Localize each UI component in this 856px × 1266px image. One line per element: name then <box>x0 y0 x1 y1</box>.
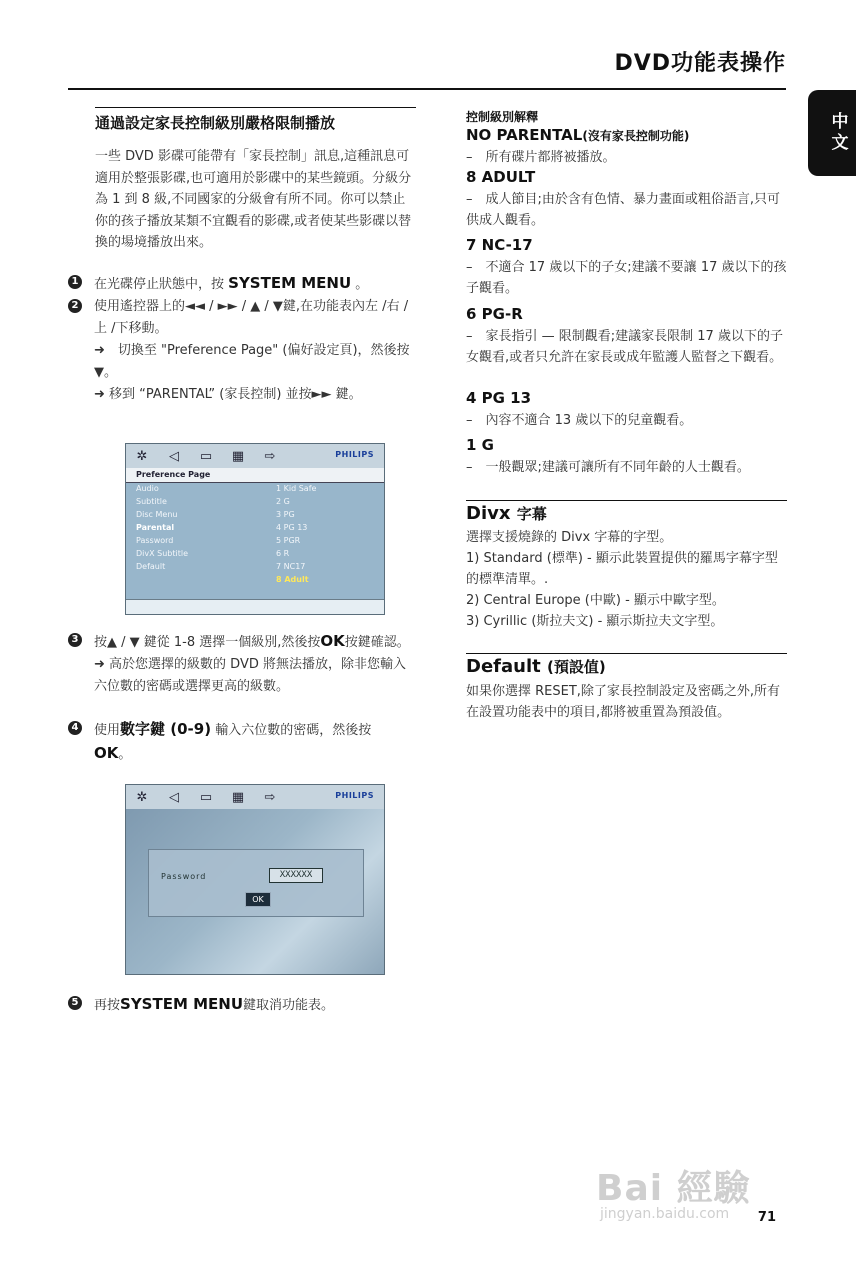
divx-option-standard: 1) Standard (標準) - 顯示此裝置提供的羅馬字幕字型的標準清單。. <box>466 551 778 587</box>
rating-option[interactable]: 2 G <box>276 497 290 506</box>
screen-toolbar <box>126 785 384 809</box>
level-desc: – 不適合 17 歲以下的子女;建議不要讓 17 歲以下的孩子觀看。 <box>466 260 787 296</box>
brand-logo: PHILIPS <box>335 791 374 800</box>
default-description: 如果你選擇 RESET,除了家長控制設定及密碼之外,所有在設置功能表中的項目,都將被重置為預設值。 <box>466 684 781 720</box>
step-5: 5 再按SYSTEM MENU鍵取消功能表。 <box>68 993 418 1017</box>
section-divider <box>466 653 787 654</box>
key-label: SYSTEM MENU <box>120 995 244 1013</box>
step-2 <box>68 296 418 406</box>
step-number-badge: 1 <box>68 275 82 289</box>
level-title-adult: 8 ADULT <box>466 168 536 186</box>
settings-icon: ✲ <box>136 448 148 464</box>
speaker-icon: ◁ <box>169 789 179 805</box>
step-result-1: ➜ 切換至 "Preference Page" (偏好設定頁)，然後按 ▼。 <box>94 343 410 380</box>
level-desc: – 一般觀眾;建議可讓所有不同年齡的人士觀看。 <box>466 460 750 475</box>
menu-item-parental[interactable]: Parental <box>136 523 175 532</box>
watermark-logo: Bai 經驗 <box>596 1168 751 1209</box>
display-icon: ▭ <box>199 448 213 464</box>
ok-button[interactable]: OK <box>245 892 271 907</box>
divx-option-central-europe: 2) Central Europe (中歐) - 顯示中歐字型。 <box>466 593 725 608</box>
password-label: Password <box>161 872 207 881</box>
divx-intro: 選擇支援燒錄的 Divx 字幕的字型。 <box>466 530 673 545</box>
section-divider <box>466 500 787 501</box>
section-title: 通過設定家長控制級別嚴格限制播放 <box>95 114 336 132</box>
preference-page-title: Preference Page <box>126 468 384 483</box>
screen-toolbar <box>126 444 384 468</box>
level-title-nc17: 7 NC-17 <box>466 236 533 254</box>
step-result-1: ➜ 高於您選擇的級數的 DVD 將無法播放，除非您輸入六位數的密碼或選擇更高的級數。 <box>94 657 406 694</box>
rating-option[interactable]: 1 Kid Safe <box>276 484 317 493</box>
exit-icon: ⇨ <box>264 448 276 464</box>
level-title-pg-r: 6 PG-R <box>466 305 523 323</box>
rating-option[interactable]: 7 NC17 <box>276 562 306 571</box>
menu-item-password[interactable]: Password <box>136 536 174 545</box>
language-tab: 中文 <box>808 90 856 176</box>
key-label: 數字鍵 (0-9) <box>120 720 212 738</box>
watermark-url: jingyan.baidu.com <box>600 1206 730 1222</box>
level-desc: – 成人節目;由於含有色情、暴力畫面或粗俗語言,只可供成人觀看。 <box>466 192 781 228</box>
speaker-icon: ◁ <box>169 448 179 464</box>
brand-logo: PHILIPS <box>335 450 374 459</box>
header-divider <box>68 88 786 90</box>
menu-item-subtitle[interactable]: Subtitle <box>136 497 167 506</box>
grid-icon: ▦ <box>231 448 245 464</box>
level-desc: – 內容不適合 13 歲以下的兒童觀看。 <box>466 413 693 428</box>
level-desc: – 所有碟片都將被播放。 <box>466 150 616 165</box>
password-input[interactable]: XXXXXX <box>269 868 323 883</box>
rating-option-selected[interactable]: 8 Adult <box>276 575 309 584</box>
screen-footer-bar <box>126 599 384 614</box>
level-desc: – 家長指引 — 限制觀看;建議家長限制 17 歲以下的子女觀看,或者只允許在家長或成年監護人監督之下觀看。 <box>466 329 783 365</box>
section-divider <box>95 107 416 108</box>
password-dialog <box>148 849 364 917</box>
menu-item-divx-subtitle[interactable]: DivX Subtitle <box>136 549 189 558</box>
page-number: 71 <box>757 1210 776 1225</box>
step-result-2: ➜ 移到 “PARENTAL” (家長控制) 並按►► 鍵。 <box>94 387 362 402</box>
grid-icon: ▦ <box>231 789 245 805</box>
step-number-badge: 2 <box>68 299 82 313</box>
divx-section-title: Divx 字幕 <box>466 503 547 524</box>
display-icon: ▭ <box>199 789 213 805</box>
page-header-title: DVD功能表操作 <box>614 51 786 76</box>
rating-option[interactable]: 6 R <box>276 549 290 558</box>
step-number-badge: 5 <box>68 996 82 1010</box>
step-1: 1 在光碟停止狀態中，按 SYSTEM MENU 。 <box>68 272 418 296</box>
rating-option[interactable]: 4 PG 13 <box>276 523 308 532</box>
settings-icon: ✲ <box>136 789 148 805</box>
level-title-pg13: 4 PG 13 <box>466 389 532 407</box>
password-screen <box>125 784 385 975</box>
step-number-badge: 3 <box>68 633 82 647</box>
rating-option[interactable]: 5 PGR <box>276 536 301 545</box>
step-4: 4 使用數字鍵 (0-9) 輸入六位數的密碼，然後按 OK。 <box>68 718 418 766</box>
default-section-title: Default (預設值) <box>466 656 606 677</box>
level-title-no-parental: NO PARENTAL(沒有家長控制功能) <box>466 126 690 144</box>
levels-heading: 控制級別解釋 <box>466 110 539 124</box>
step-3: 3 按▲ / ▼ 鍵從 1-8 選擇一個級別,然後按OK按鍵確認。 ➜ 高於您選擇的級數的 DVD 將無法播放，除非您輸入六位數的密碼或選擇更高的級數。 <box>68 630 418 698</box>
exit-icon: ⇨ <box>264 789 276 805</box>
menu-item-audio[interactable]: Audio <box>136 484 159 493</box>
key-label: SYSTEM MENU <box>228 274 352 292</box>
step-text: 使用遙控器上的◄◄ / ►► / ▲ / ▼鍵,在功能表內左 /右 /上 /下移動。 <box>94 299 409 336</box>
intro-paragraph: 一些 DVD 影碟可能帶有「家長控制」訊息,這種訊息可適用於整張影碟,也可適用於影碟中的某些鏡頭。分級分為 1 到 8 級,不同國家的分級會有所不同。你可以禁止你的孩子播放某類不宜觀看的影碟,或者使某些影碟以替換的場境播放出來。 <box>95 149 412 250</box>
key-label-ok: OK <box>94 744 119 762</box>
menu-item-disc-menu[interactable]: Disc Menu <box>136 510 178 519</box>
level-title-g: 1 G <box>466 436 494 454</box>
key-label: OK <box>320 632 345 650</box>
preference-page-screen <box>125 443 385 615</box>
rating-option[interactable]: 3 PG <box>276 510 295 519</box>
divx-option-cyrillic: 3) Cyrillic (斯拉夫文) - 顯示斯拉夫文字型。 <box>466 614 724 629</box>
menu-item-default[interactable]: Default <box>136 562 166 571</box>
step-number-badge: 4 <box>68 721 82 735</box>
